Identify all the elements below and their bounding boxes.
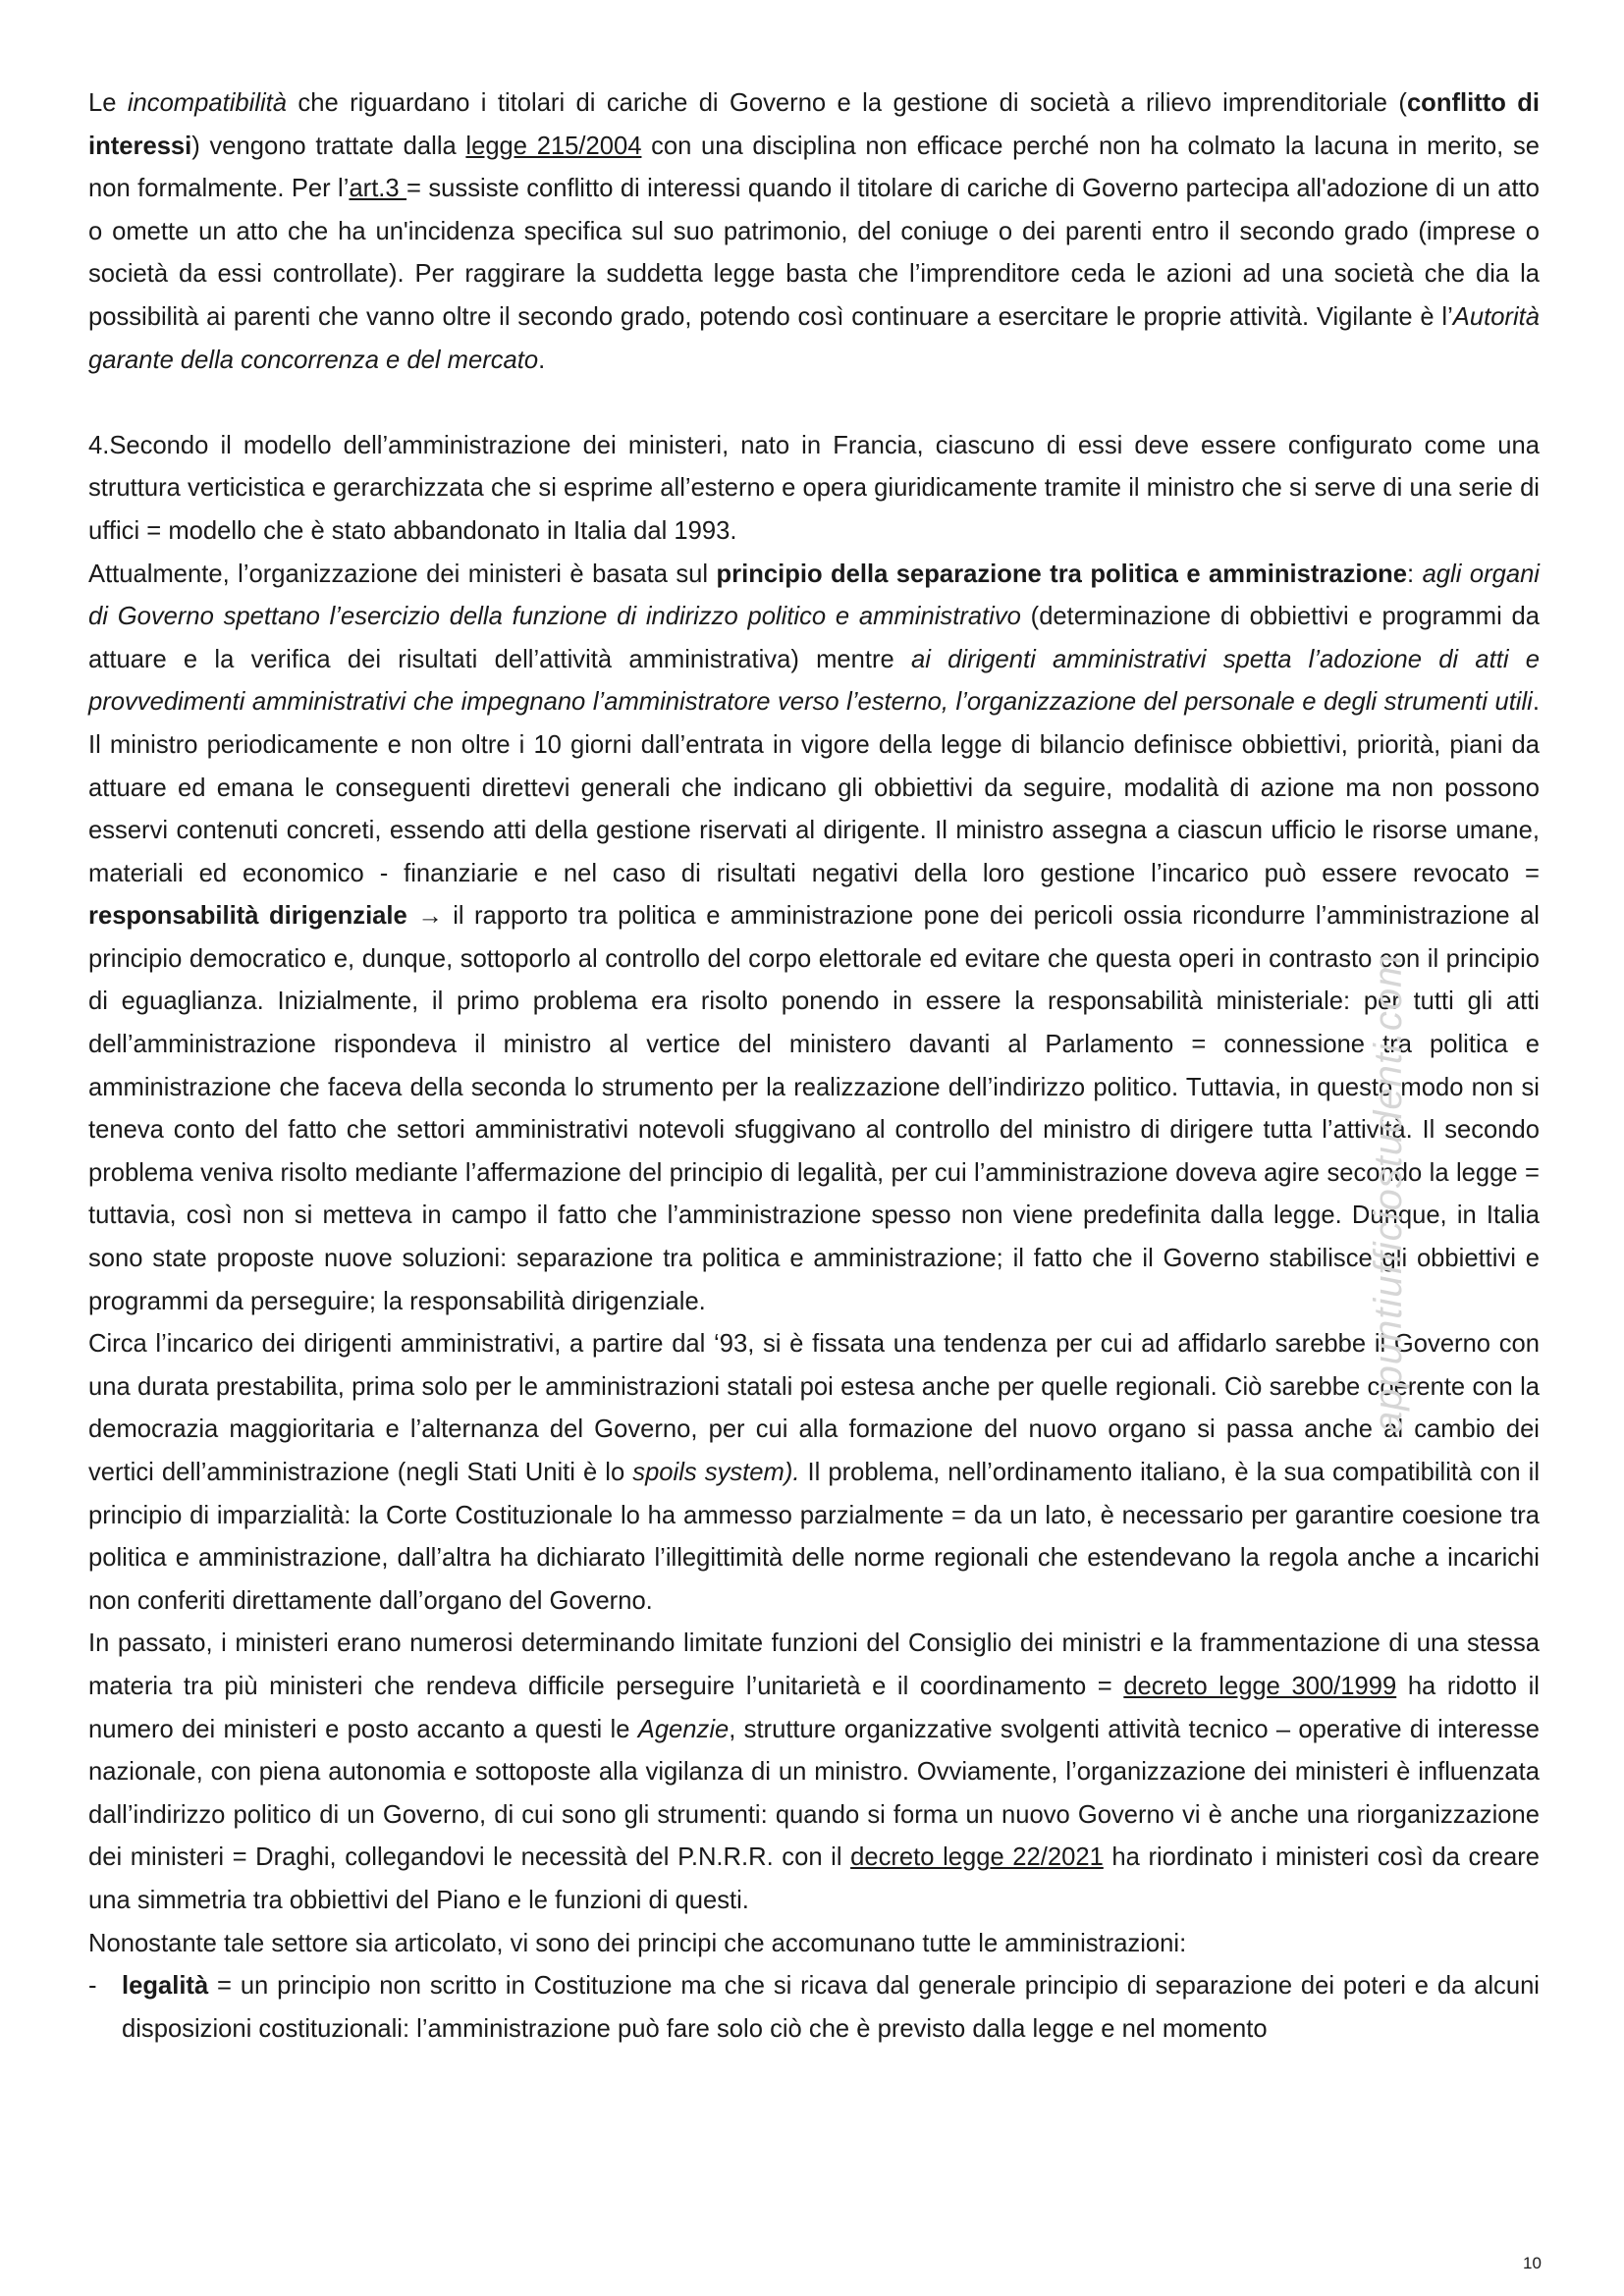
paragraph-conflitto-interessi [88,82,1540,382]
paragraph-incarico-dirigenti [88,1323,1540,1623]
italic-term-autorita-garante: Autorità garante della concorrenza e del mercato [88,302,1540,374]
text-run: , strutture organizzative svolgenti attività tecnico – operative di interesse nazionale, con piena autonomia e sottoposte alla vigilanza di un ministro. Ovviamente, l’organizzazione dei ministeri è influenzata dall’indirizzo politico di un Governo, di cui sono gli strumenti: quando si forma un nuovo Governo vi è anche una riorganizzazione dei ministeri = Draghi, collegandovi le necessità del P.N.R.R. con il [88,1715,1540,1872]
text-run: con una disciplina non efficace perché non ha colmato la lacuna in merito, se non formalmente. Per l’ [88,132,1540,203]
paragraph-spacer [88,382,1540,425]
bold-term-legalita: legalità [122,1972,209,2001]
underlined-ref-legge-215-2004: legge 215/2004 [465,132,642,160]
text-run: Il problema, nell’ordinamento italiano, è la sua compatibilità con il principio di imparzialità: la Corte Costituzionale lo ha ammesso parzialmente = da un lato, è necessario per garantire coesione tra politica e amministrazione, dall’altra ha dichiarato l’illegittimità delle norme regionali che estendevano la regola anche a incarichi non conferiti direttamente dall’organo del Governo. [88,1459,1540,1615]
list-bullet-dash: - [88,1972,97,2001]
document-body [88,82,1540,2051]
text-run: : [1407,560,1423,588]
paragraph-modello-ministeri: 4.Secondo il modello dell’amministrazione dei ministeri, nato in Francia, ciascuno di essi deve essere configurato come una struttura verticistica e gerarchizzata che si esprime all’esterno e opera giuridicamente tramite il ministro che si serve di una serie di uffici = modello che è stato abbandonato in Italia dal 1993. [88,431,1540,545]
italic-term-agenzie: Agenzie [637,1715,730,1743]
list-item-legalita [88,1965,1540,2051]
text-run: Le [88,89,128,117]
italic-phrase-organi-governo: agli organi di Governo spettano l’esercizio della funzione di indirizzo politico e amministrativo [88,560,1540,631]
underlined-ref-decreto-22-2021: decreto legge 22/2021 [850,1843,1104,1872]
italic-term-spoils-system: spoils system). [632,1459,800,1486]
text-run: = un principio non scritto in Costituzione ma che si ricava dal generale principio di separazione dei poteri e da alcuni disposizioni costituzionali: l’amministrazione può fare solo ciò che è previsto dalla legge e nel momento [122,1972,1540,2043]
text-run: che riguardano i titolari di cariche di Governo e la gestione di società a rilievo imprenditoriale ( [287,89,1407,117]
bold-term-responsabilita-dirigenziale: responsabilità dirigenziale [88,902,407,931]
text-run: In passato, i ministeri erano numerosi determinando limitate funzioni del Consiglio dei ministri e la frammentazione di una stessa materia tra più ministeri che rendeva difficile perseguire l’unitarietà e il coordinamento = [88,1629,1540,1700]
text-run: ha ridotto il numero dei ministeri e posto accanto a questi le [88,1672,1540,1743]
text-run: . Il ministro periodicamente e non oltre i 10 giorni dall’entrata in vigore della legge di bilancio definisce obbiettivi, priorità, piani da attuare ed emana le conseguenti direttevi generali che indicano gli obbiettivi da seguire, modalità di azione ma non possono esservi contenuti concreti, essendo atti della gestione riservati al dirigente. Il ministro assegna a ciascun ufficio le risorse umane, materiali ed economico - finanziarie e nel caso di risultati negativi della loro gestione l’incarico può essere revocato = [88,688,1540,887]
bold-term-principio-separazione: principio della separazione tra politica e amministrazione [716,560,1407,588]
paragraph-numero-ministeri [88,1623,1540,1922]
page-number: 10 [1523,2254,1542,2272]
text-run: . [538,346,546,374]
text-run: → il rapporto tra politica e amministrazione pone dei pericoli ossia ricondurre l’amministrazione al principio democratico e, dunque, sottoporlo al controllo del corpo elettorale ed evitare che questa operi in contrasto con il principio di eguaglianza. Inizialmente, il primo problema era risolto ponendo in essere la responsabilità ministeriale: per tutti gli atti dell’amministrazione rispondeva il ministro al vertice del ministero davanti al Parlamento = connessione tra politica e amministrazione che faceva della seconda lo strumento per la realizzazione dell’indirizzo politico. Tuttavia, in questo modo non si teneva conto del fatto che settori amministrativi notevoli sfuggivano al controllo del ministro di dirigere tutta l’attività. Il secondo problema veniva risolto mediante l’affermazione del principio di legalità, per cui l’amministrazione doveva agire secondo la legge = tuttavia, così non si metteva in campo il fatto che l’amministrazione spesso non viene predefinita dalla legge. Dunque, in Italia sono state proposte nuove soluzioni: separazione tra politica e amministrazione; il fatto che il Governo stabilisce gli obbiettivi e programmi da perseguire; la responsabilità dirigenziale. [88,902,1540,1315]
text-run: (determinazione di obbiettivi e programmi da attuare e la verifica dei risultati dell’attività amministrativa) mentre [88,603,1540,673]
text-run: Circa l’incarico dei dirigenti amministrativi, a partire dal ‘93, si è fissata una tendenza per cui ad affidarlo sarebbe il Governo con una durata prestabilita, prima solo per le amministrazioni statali poi estesa anche per quelle regionali. Ciò sarebbe coerente con la democrazia maggioritaria e l’alternanza del Governo, per cui alla formazione del nuovo organo si passa anche al cambio dei vertici dell’amministrazione (negli Stati Uniti è lo [88,1330,1540,1486]
bold-term-conflitto-interessi: conflitto di interessi [88,89,1540,160]
italic-term-incompatibilita: incompatibilità [127,89,288,117]
paragraph-principi-intro: Nonostante tale settore sia articolato, vi sono dei principi che accomunano tutte le amministrazioni: [88,1929,1187,1957]
watermark-text: appuntiufficiostudenti.com [1367,953,1410,1433]
underlined-ref-decreto-300-1999: decreto legge 300/1999 [1123,1672,1397,1700]
underlined-ref-art-3: art.3 [349,175,407,203]
text-run: ha riordinato i ministeri così da creare una simmetria tra obbiettivi del Piano e le funzioni di questi. [88,1843,1540,1914]
italic-phrase-dirigenti: ai dirigenti amministrativi spetta l’adozione di atti e provvedimenti amministrativi che impegnano l’amministratore verso l’esterno, l’organizzazione del personale e degli strumenti utili [88,645,1540,717]
text-run: ) vengono trattate dalla [191,132,466,160]
text-run: Attualmente, l’organizzazione dei ministeri è basata sul [88,560,717,588]
paragraph-separazione-politica [88,554,1540,1324]
text-run: = sussiste conflitto di interessi quando il titolare di cariche di Governo partecipa all'adozione di un atto o omette un atto che ha un'incidenza specifica sul suo patrimonio, del coniuge o dei parenti entro il secondo grado (imprese o società da essi controllate). Per raggirare la suddetta legge basta che l’imprenditore ceda le azioni ad una società che dia la possibilità ai parenti che vanno oltre il secondo grado, potendo così continuare a esercitare le proprie attività. Vigilante è l’ [88,175,1540,331]
